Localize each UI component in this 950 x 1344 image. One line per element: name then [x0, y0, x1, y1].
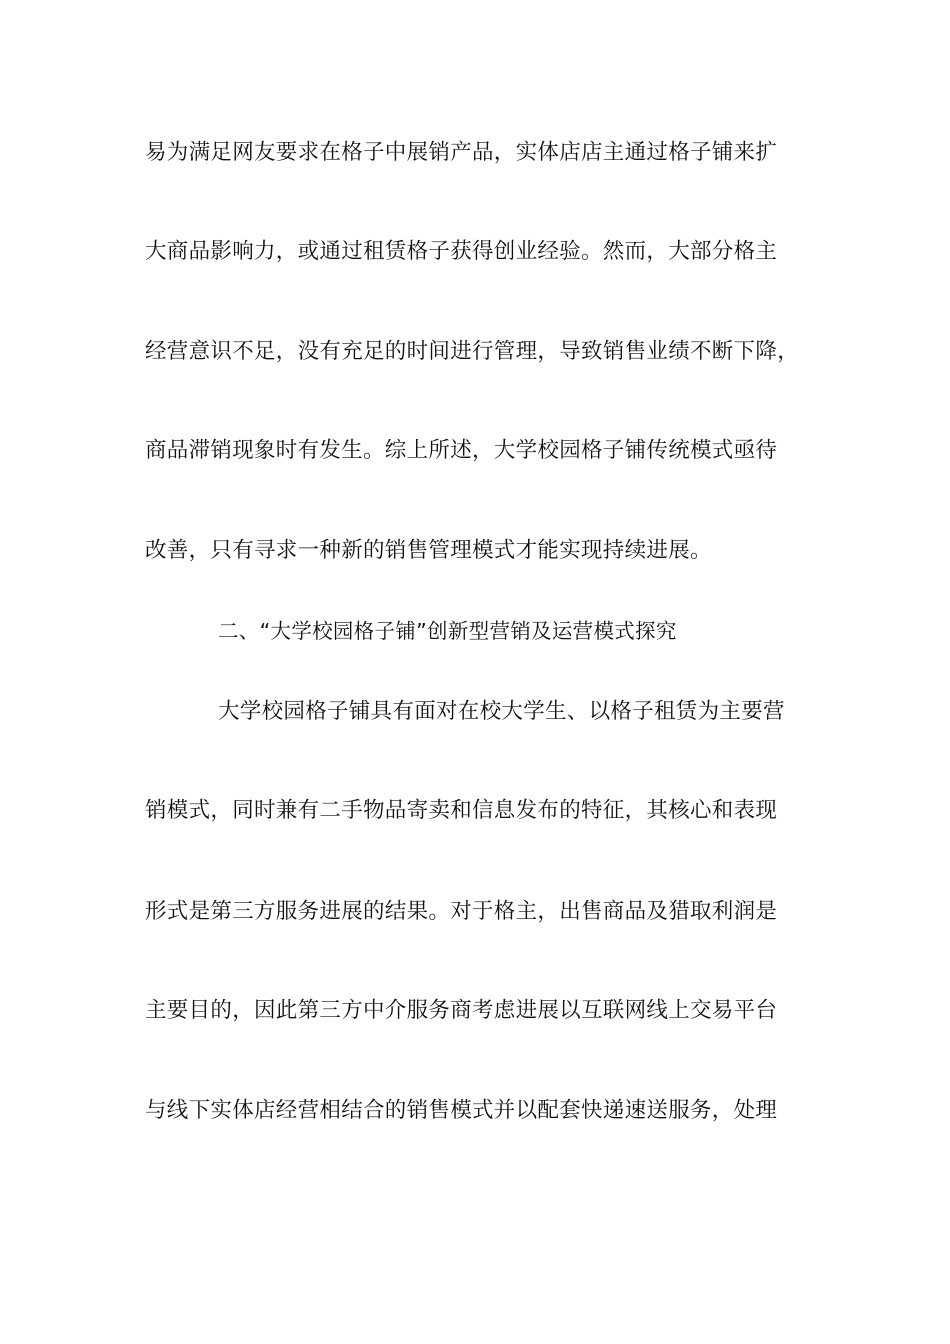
paragraph-2-line-1: 大学校园格子铺具有面对在校大学生、以格子租赁为主要营: [218, 699, 785, 724]
paragraph-2-line-4: 主要目的，因此第三方中介服务商考虑进展以互联网线上交易平台: [145, 998, 778, 1023]
paragraph-1-line-3: 经营意识不足，没有充足的时间进行管理，导致销售业绩不断下降，: [145, 339, 800, 364]
paragraph-1-line-2: 大商品影响力，或通过租赁格子获得创业经验。然而，大部分格主: [145, 239, 778, 264]
section-heading: 二、“大学校园格子铺”创新型营销及运营模式探究: [218, 619, 677, 643]
paragraph-2-line-5: 与线下实体店经营相结合的销售模式并以配套快递速送服务，处理: [145, 1098, 778, 1123]
paragraph-1-line-4: 商品滞销现象时有发生。综上所述，大学校园格子铺传统模式亟待: [145, 438, 778, 463]
paragraph-2-line-2: 销模式，同时兼有二手物品寄卖和信息发布的特征，其核心和表现: [145, 798, 778, 823]
paragraph-2-line-3: 形式是第三方服务进展的结果。对于格主，出售商品及猎取利润是: [145, 899, 778, 924]
paragraph-1-line-1: 易为满足网友要求在格子中展销产品，实体店店主通过格子铺来扩: [145, 140, 778, 165]
paragraph-1-line-5: 改善，只有寻求一种新的销售管理模式才能实现持续进展。: [145, 538, 712, 563]
